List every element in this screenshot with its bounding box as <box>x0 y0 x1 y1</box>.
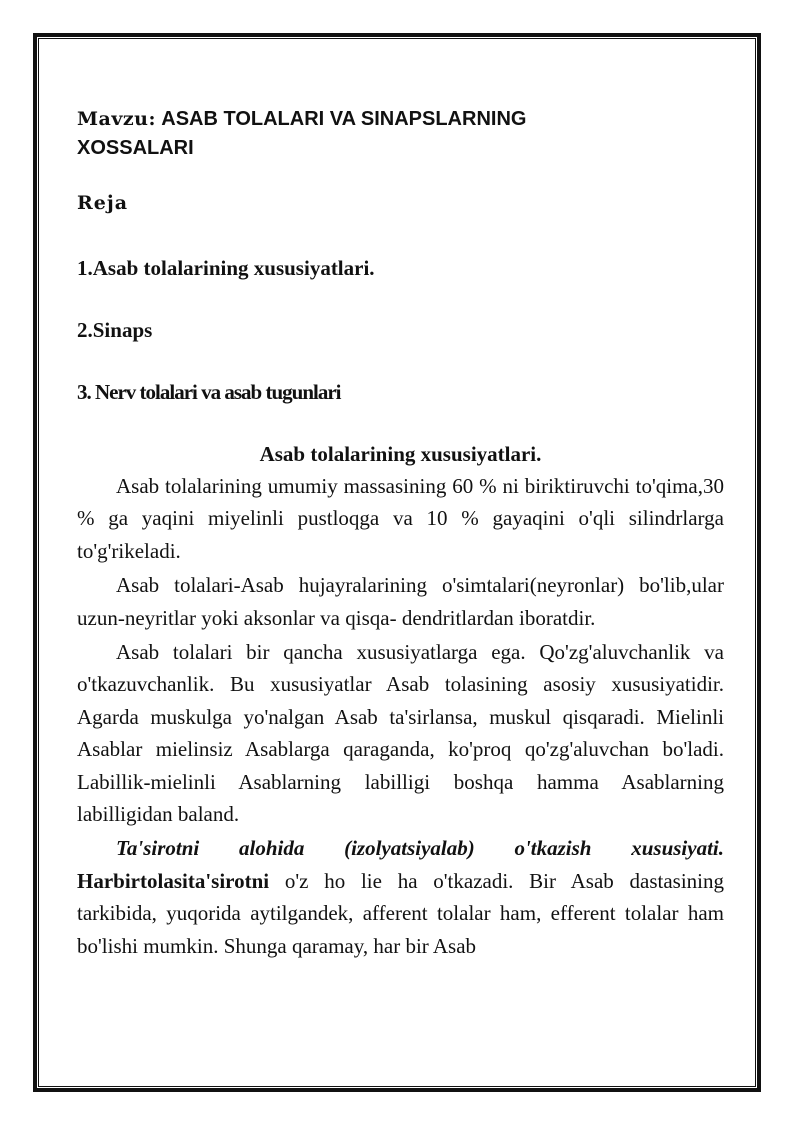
section-heading: Asab tolalarining xususiyatlari. <box>259 442 542 466</box>
topic-title-line1: ASAB TOLALARI VA SINAPSLARNING <box>161 108 527 130</box>
paragraph-4 <box>77 832 724 962</box>
paragraph-2: Asab tolalari-Asab hujayralarining o'simtalari(neyronlar) bo'lib,ular uzun-neyritlar yoki aksonlar va qisqa- dendritlardan iboratdir. <box>77 573 724 630</box>
topic-line <box>77 104 724 133</box>
paragraph-1: Asab tolalarining umumiy massasining 60 % ni biriktiruvchi to'qima,30 % ga yaqini miyelinli pustloqga va 10 % gayaqini o'qli silindrlarga to'g'rikeladi. <box>77 474 724 563</box>
plan-label: Reja <box>77 192 129 214</box>
document-content <box>77 104 724 962</box>
paragraph-4-text: o'z ho lie ha o'tkazadi. Bir Asab dastasining tarkibida, yuqorida aytilgandek, afferent tolalar ham, efferent tolalar ham bo'lishi mumkin. Shunga qaramay, har bir Asab <box>77 868 724 958</box>
paragraph-4-bold-phrase: Harbirtolasita'sirotni <box>77 868 270 893</box>
paragraph-4-italic-heading: Ta'sirotni alohida (izolyatsiyalab) o'tkazish xususiyati. <box>116 836 724 861</box>
topic-title-line2: XOSSALARI <box>77 137 194 159</box>
plan-item-3: 3. Nerv tolalari va asab tugunlari <box>77 380 341 404</box>
paragraph-3: Asab tolalari bir qancha xususiyatlarga ega. Qo'zg'aluvchanlik va o'tkazuvchanlik. Bu xususiyatlar Asab tolasining asosiy xususiyatidir. Agarda muskulga yo'nalgan Asab ta'sirlansa, muskul qisqaradi. Mielinli Asablar mielinsiz Asablarga qaraganda, ko'proq qo'zg'aluvchan bo'ladi. Labillik-mielinli Asablarning labilligi boshqa hamma Asablarning labilligidan baland. <box>77 640 724 827</box>
plan-item-2: 2.Sinaps <box>77 318 153 342</box>
plan-item-1: 1.Asab tolalarining xususiyatlari. <box>77 256 375 280</box>
topic-label: Mavzu: <box>77 108 156 130</box>
